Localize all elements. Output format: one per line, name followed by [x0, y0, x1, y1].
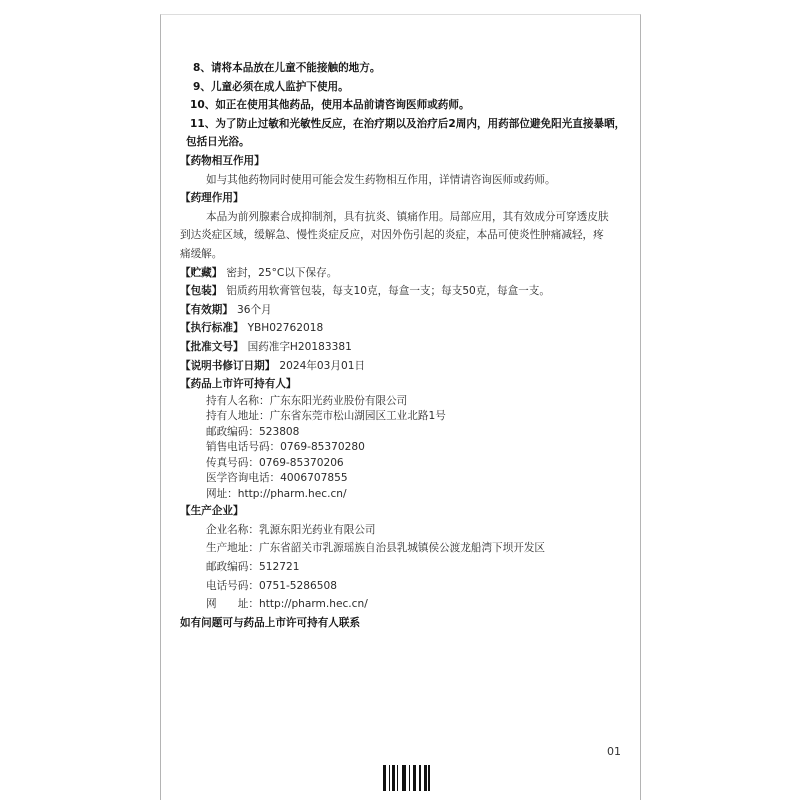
page-number: 01	[607, 745, 621, 758]
holder-medical-phone-row	[180, 471, 632, 487]
manufacturer-address-label: 生产地址：	[206, 542, 259, 555]
barcode-bar	[424, 765, 427, 791]
manufacturer-website-value: http://pharm.hec.cn/	[259, 598, 368, 611]
holder-medical-phone-label: 医学咨询电话：	[206, 472, 281, 485]
holder-fax-label: 传真号码：	[206, 456, 259, 469]
manufacturer-address-value: 广东省韶关市乳源瑶族自治县乳城镇侯公渡龙船湾下坝开发区	[259, 542, 546, 555]
revision-date-value: 2024年03月01日	[279, 359, 366, 372]
holder-website-value: http://pharm.hec.cn/	[237, 487, 347, 500]
holder-address-label: 持有人地址：	[206, 410, 270, 423]
barcode-bar	[409, 765, 410, 791]
pharmacology-heading: 【药理作用】	[180, 192, 244, 205]
manufacturer-name-label: 企业名称：	[206, 523, 259, 536]
holder-name-row	[180, 394, 632, 410]
barcode-bar	[413, 765, 416, 791]
holder-website-label: 网址：	[206, 487, 238, 500]
barcode-bar	[428, 765, 430, 791]
barcode-bar	[402, 765, 406, 791]
manufacturer-postcode-label: 邮政编码：	[206, 560, 259, 573]
manufacturer-website-label: 网 址：	[206, 598, 259, 611]
standard-row	[180, 319, 632, 338]
storage-value: 密封，25°C以下保存。	[226, 266, 338, 279]
manufacturer-phone-value: 0751-5286508	[259, 579, 337, 592]
barcode-bar	[419, 765, 421, 791]
package-insert-text	[180, 59, 632, 632]
interactions-heading: 【药物相互作用】	[180, 154, 265, 167]
holder-details	[180, 394, 632, 503]
holder-website-row	[180, 487, 632, 503]
revision-date-heading: 【说明书修订日期】	[180, 359, 276, 372]
holder-sales-phone-label: 销售电话号码：	[206, 441, 281, 454]
packaging-value: 铝质药用软膏管包装，每支10克，每盒一支；每支50克，每盒一支。	[226, 285, 550, 298]
approval-value: 国药准字H20183381	[247, 340, 352, 353]
storage-heading: 【贮藏】	[180, 266, 223, 279]
shelf-life-row	[180, 301, 632, 320]
holder-postcode-value: 523808	[258, 425, 300, 438]
interactions-text: 如与其他药物同时使用可能会发生药物相互作用，详情请咨询医师或药师。	[206, 173, 556, 186]
holder-postcode-label: 邮政编码：	[206, 425, 259, 438]
barcode-graphic	[383, 765, 431, 791]
holder-heading: 【药品上市许可持有人】	[180, 378, 297, 391]
holder-name-value: 广东东阳光药业股份有限公司	[269, 394, 408, 407]
standard-value: YBH02762018	[247, 322, 324, 335]
pharmacology-text-line-1: 本品为前列腺素合成抑制剂，具有抗炎、镇痛作用。局部应用，其有效成分可穿透皮肤	[206, 210, 609, 223]
precaution-item-10: 10、如正在使用其他药品，使用本品前请咨询医师或药师。	[190, 99, 470, 112]
manufacturer-name-row	[180, 521, 632, 540]
shelf-life-value: 36个月	[236, 303, 272, 316]
manufacturer-heading: 【生产企业】	[180, 505, 244, 518]
packaging-row	[180, 282, 632, 301]
holder-fax-value: 0769-85370206	[258, 456, 344, 469]
barcode-bar	[383, 765, 386, 791]
holder-sales-phone-value: 0769-85370280	[280, 441, 365, 454]
pharmacology-text-line-2: 到达炎症区域，缓解急、慢性炎症反应，对因外伤引起的炎症，本品可使炎性肿痛减轻，疼	[180, 229, 604, 242]
manufacturer-phone-row	[180, 577, 632, 596]
precaution-item-8: 8、请将本品放在儿童不能接触的地方。	[193, 62, 381, 74]
barcode-bar	[389, 765, 390, 791]
precaution-item-11-continued: 包括日光浴。	[186, 136, 250, 149]
precaution-item-9: 9、儿童必须在成人监护下使用。	[193, 80, 349, 93]
holder-postcode-row	[180, 425, 632, 441]
precaution-item-11: 11、为了防止过敏和光敏性反应，在治疗期以及治疗后2周内，用药部位避免阳光直接暴晒，	[190, 117, 626, 130]
packaging-heading: 【包装】	[180, 285, 223, 298]
holder-name-label: 持有人名称：	[206, 394, 270, 407]
barcode-bar	[392, 765, 395, 791]
pharmacology-text-line-3: 痛缓解。	[180, 247, 223, 260]
holder-fax-row	[180, 456, 632, 472]
holder-medical-phone-value: 4006707855	[280, 472, 348, 485]
shelf-life-heading: 【有效期】	[180, 303, 233, 316]
holder-sales-phone-row	[180, 440, 632, 456]
holder-address-value: 广东省东莞市松山湖园区工业北路1号	[269, 410, 446, 423]
manufacturer-postcode-row	[180, 558, 632, 577]
manufacturer-address-row	[180, 539, 632, 558]
holder-address-row	[180, 409, 632, 425]
standard-heading: 【执行标准】	[180, 322, 244, 335]
manufacturer-name-value: 乳源东阳光药业有限公司	[259, 523, 376, 536]
approval-heading: 【批准文号】	[180, 340, 244, 353]
revision-date-row	[180, 357, 632, 376]
manufacturer-phone-label: 电话号码：	[206, 579, 259, 592]
contact-note: 如有问题可与药品上市许可持有人联系	[180, 616, 361, 629]
manufacturer-website-row	[180, 595, 632, 614]
storage-row	[180, 264, 632, 283]
manufacturer-postcode-value: 512721	[259, 560, 300, 573]
barcode-bar	[397, 765, 398, 791]
approval-row	[180, 338, 632, 357]
